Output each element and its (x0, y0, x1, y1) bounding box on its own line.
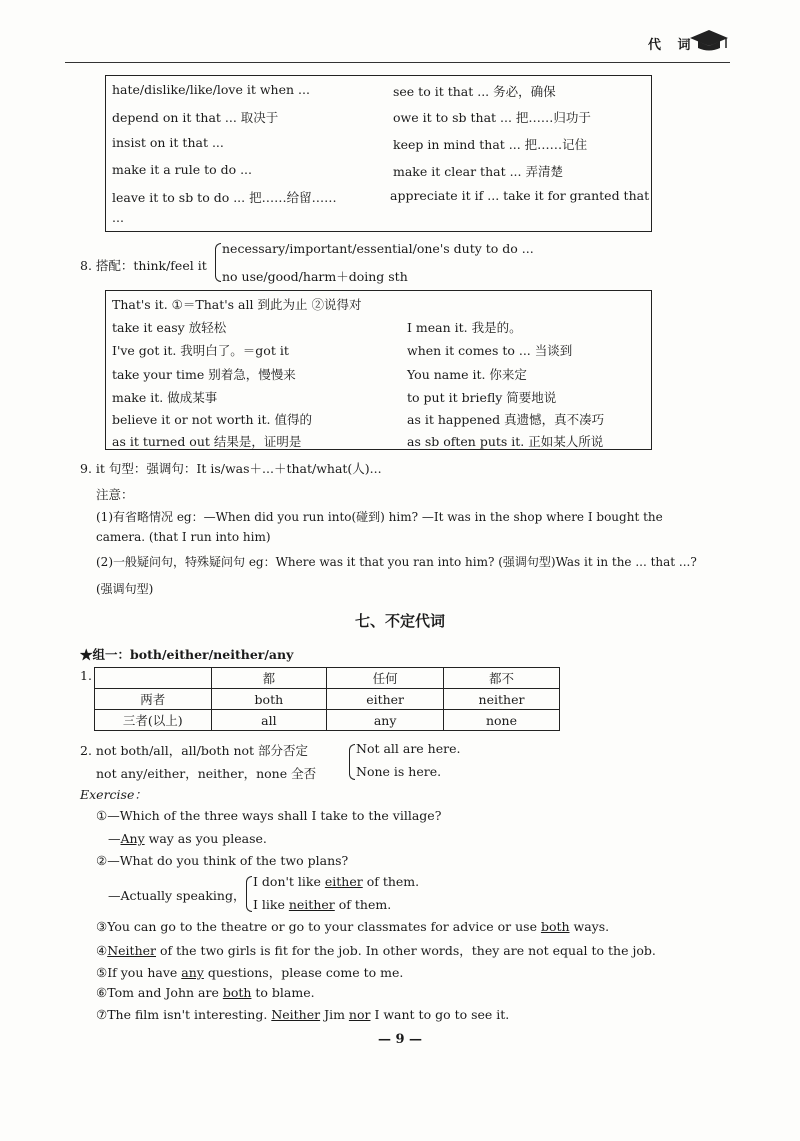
graduation-cap-icon (688, 28, 730, 52)
exercise-a2-brace (246, 876, 252, 912)
answer-blank: both (540, 919, 570, 934)
pronoun-table (94, 667, 560, 731)
answer-blank: neither (288, 897, 335, 912)
item8-option-1: necessary/important/essential/one's duty to do ... (222, 241, 534, 256)
table-header-row (95, 668, 560, 689)
table-cell: none (444, 710, 560, 731)
group1-item2-line2: not any/either，neither，none 全否 (96, 766, 317, 781)
page-header-title: 代 词 (648, 38, 697, 53)
exercise-q2: ②—What do you think of the two plans? (96, 853, 349, 868)
box2-right-4: to put it briefly 简要地说 (407, 390, 557, 405)
table-cell: 两者 (95, 689, 212, 710)
box2-right-1: I mean it. 我是的。 (407, 320, 522, 335)
answer-blank: both (222, 985, 252, 1000)
box2-left-4: make it. 做成某事 (112, 390, 218, 405)
box2-right-2: when it comes to ... 当谈到 (407, 343, 573, 358)
exercise-label: Exercise： (80, 787, 147, 802)
exercise-a2-lead: —Actually speaking， (108, 888, 246, 903)
box2-left-3: take your time 别着急，慢慢来 (112, 367, 296, 382)
box2-left-2: I've got it. 我明白了。＝got it (112, 343, 289, 358)
group1-item1-number: 1. (80, 668, 92, 683)
group1-title: ★组一：both/either/neither/any (80, 647, 294, 662)
box2-left-1: take it easy 放轻松 (112, 320, 227, 335)
exercise-a2-line2: I like neither of them. (253, 897, 392, 912)
box1-right-4: make it clear that ... 弄清楚 (393, 164, 563, 179)
answer-blank: Neither (107, 943, 156, 958)
exercise-q6: ⑥Tom and John are both to blame. (96, 985, 315, 1000)
box2-top: That's it. ①＝That's all 到此为止 ②说得对 (112, 297, 362, 312)
group1-example-1: Not all are here. (356, 741, 461, 756)
exercise-q3: ③You can go to the theatre or go to your classmates for advice or use both ways. (96, 919, 610, 934)
box1-left-4: make it a rule to do ... (112, 162, 253, 177)
exercise-q1: ①—Which of the three ways shall I take to the village? (96, 808, 442, 823)
table-cell: both (211, 689, 327, 710)
box1-trail: ... (112, 210, 124, 225)
box1-left-1: hate/dislike/like/love it when ... (112, 82, 310, 97)
answer-blank: any (181, 965, 204, 980)
answer-blank: Any (120, 831, 145, 846)
table-header-cell (95, 668, 212, 689)
box2-right-3: You name it. 你来定 (407, 367, 527, 382)
box2-right-5: as it happened 真遗憾，真不凑巧 (407, 412, 605, 427)
box1-left-3: insist on it that ... (112, 135, 224, 150)
box2-left-5: believe it or not worth it. 值得的 (112, 412, 312, 427)
phrase-box-1 (105, 75, 652, 232)
table-header-cell: 任何 (327, 668, 444, 689)
item8-brace (215, 243, 221, 282)
answer-blank: Neither (271, 1007, 321, 1022)
page-number: — 9 — (377, 1032, 423, 1047)
table-cell: any (327, 710, 444, 731)
item9-note2-line2: (强调句型) (96, 582, 154, 596)
box2-left-6: as it turned out 结果是，证明是 (112, 434, 302, 449)
item8-option-2: no use/good/harm＋doing sth (222, 269, 408, 284)
box1-right-1: see to it that ... 务必，确保 (393, 84, 556, 99)
box1-right-3: keep in mind that ... 把……记住 (393, 137, 588, 152)
table-header-cell: 都 (211, 668, 327, 689)
table-row (95, 689, 560, 710)
box1-right-5: appreciate it if ... take it for granted that (390, 188, 650, 203)
exercise-a1: —Any way as you please. (108, 831, 267, 846)
section-title: 七、不定代词 (354, 612, 445, 630)
table-header-cell: 都不 (444, 668, 560, 689)
box1-left-5: leave it to sb to do ... 把……给留…… (112, 190, 337, 205)
table-cell: 三者(以上) (95, 710, 212, 731)
box1-left-2: depend on it that ... 取决于 (112, 110, 279, 125)
exercise-q7: ⑦The film isn't interesting. Neither Jim nor I want to go to see it. (96, 1007, 510, 1022)
group1-example-2: None is here. (356, 764, 442, 779)
table-cell: neither (444, 689, 560, 710)
answer-blank: either (324, 874, 363, 889)
answer-blank: nor (348, 1007, 371, 1022)
table-cell: all (211, 710, 327, 731)
box1-right-2: owe it to sb that ... 把……归功于 (393, 110, 591, 125)
header-rule (65, 62, 730, 63)
item9-note1-line2: camera. (that I run into him) (96, 530, 271, 544)
exercise-q4: ④Neither of the two girls is fit for the job. In other words，they are not equal to the job. (96, 943, 656, 958)
item2-brace (349, 744, 355, 780)
item9-title: 9. it 句型：强调句：It is/was＋...＋that/what(人)... (80, 461, 382, 476)
item9-note2-line1: (2)一般疑问句，特殊疑问句 eg：Where was it that you ran into him? (强调句型)Was it in the ... that ...? (96, 555, 697, 569)
exercise-q5: ⑤If you have any questions，please come to me. (96, 965, 404, 980)
item9-note: 注意： (96, 487, 134, 502)
box2-right-6: as sb often puts it. 正如某人所说 (407, 434, 604, 449)
table-cell: either (327, 689, 444, 710)
item9-note1-line1: (1)有省略情况 eg：—When did you run into(碰到) him? —It was in the shop where I bought the (96, 510, 663, 524)
exercise-a2-line1: I don't like either of them. (253, 874, 420, 889)
group1-item2-line1: 2. not both/all，all/both not 部分否定 (80, 743, 309, 758)
table-row (95, 710, 560, 731)
item8-label: 8. 搭配：think/feel it (80, 258, 207, 273)
